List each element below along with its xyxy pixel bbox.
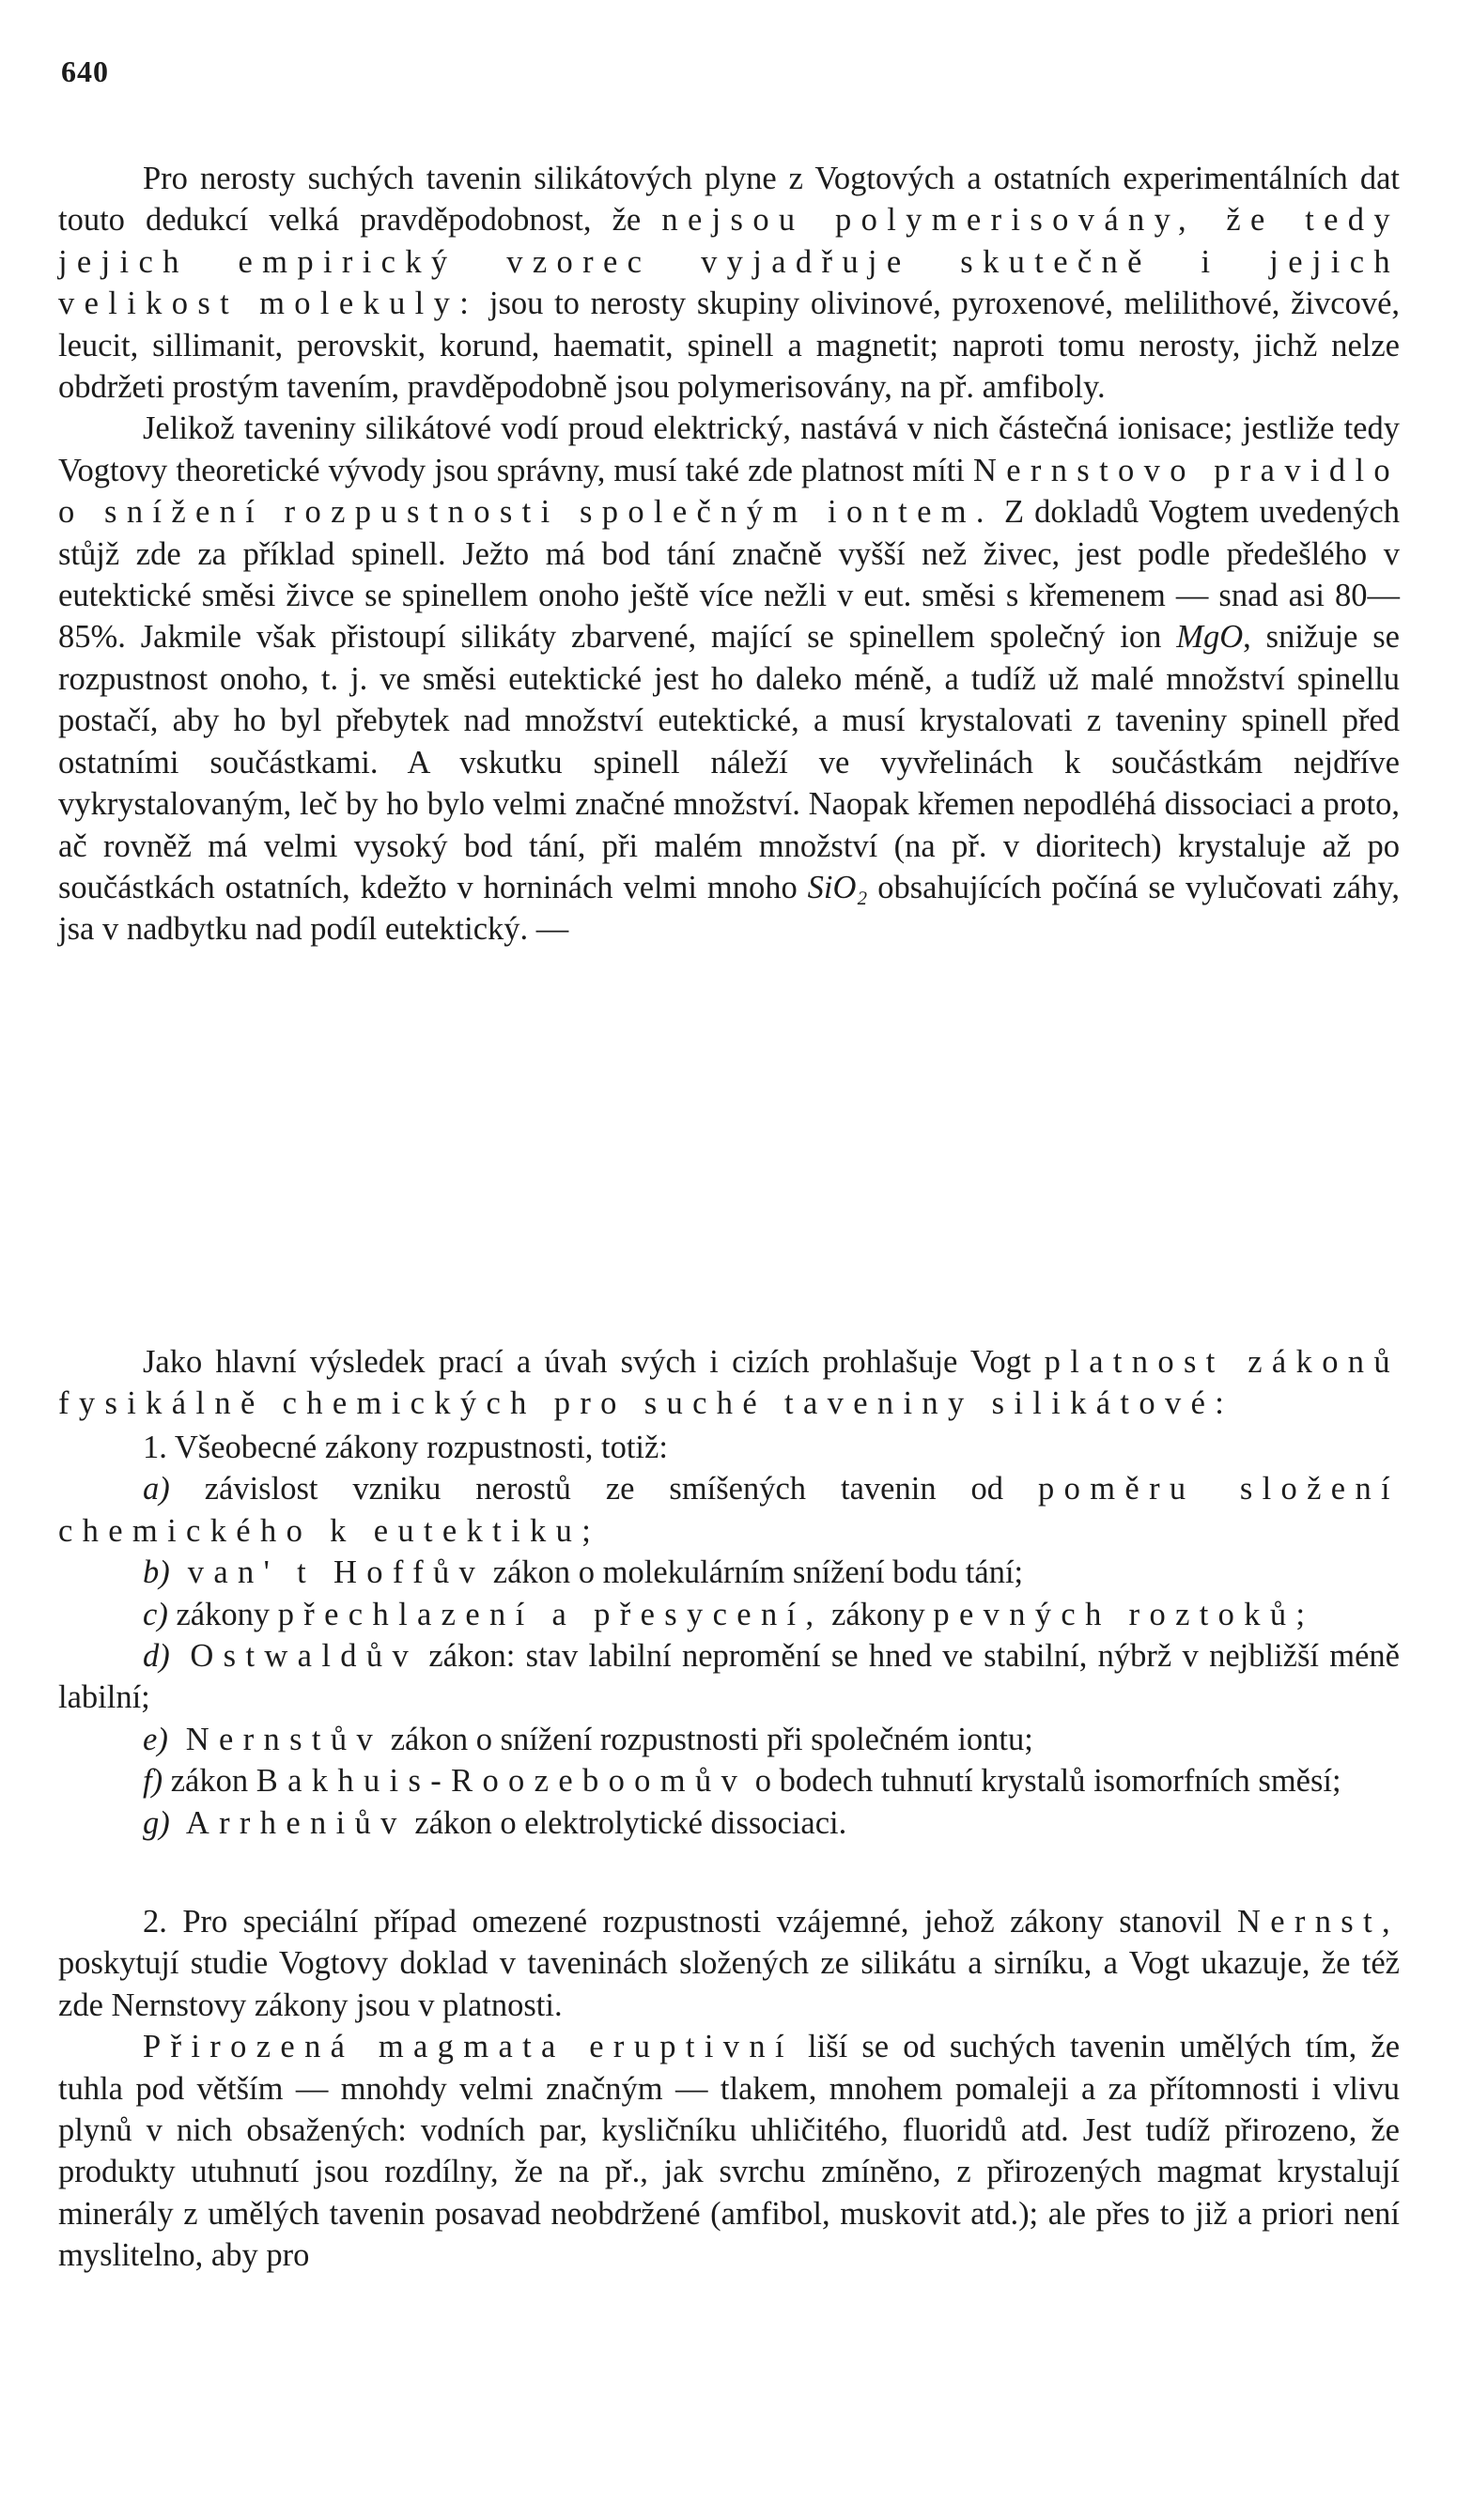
- item-a-text: závislost vzniku nerostů ze smíšených tavenin od: [169, 1471, 1039, 1507]
- list-item-c: [58, 1594, 1400, 1635]
- list-item-b: [58, 1552, 1400, 1593]
- item-g-emphasis: Arrheniův: [169, 1804, 407, 1841]
- body-text-conclusion-intro: [58, 1341, 1400, 1425]
- paragraph-2: [58, 408, 1400, 950]
- laws-list-heading: 1. Všeobecné zákony rozpustnosti, totiž:: [143, 1430, 668, 1465]
- paragraph-3-emphasis: platnost zákonů fysikálně chemických pro suché taveniny silikátové:: [58, 1344, 1400, 1422]
- item-c-emphasis-a: přechlazení a přesycení,: [277, 1596, 824, 1632]
- paragraph-1: [58, 158, 1400, 408]
- item-c-emphasis-b: pevných roztoků;: [933, 1596, 1315, 1632]
- item-g-letter: g): [143, 1804, 170, 1841]
- item-b-emphasis: van' t Hoffův: [169, 1554, 486, 1591]
- item-e-text: zákon o snížení rozpustnosti při společném iontu;: [382, 1721, 1033, 1757]
- item-d-letter: d): [143, 1638, 170, 1675]
- item-g-text: zákon o elektrolytické dissociaci.: [406, 1804, 847, 1841]
- item-f-letter: f): [143, 1763, 163, 1800]
- item-f-text-b: o bodech tuhnutí krystalů isomorfních směsí;: [747, 1763, 1341, 1800]
- item-e-letter: e): [143, 1721, 168, 1757]
- item-d-text: zákon: stav labilní nepromění se hned ve stabilní, nýbrž v nejbližší méně labilní;: [58, 1638, 1400, 1716]
- page-number: 640: [61, 54, 109, 88]
- formula-mgo: MgO: [1176, 619, 1244, 656]
- paragraph-3: [58, 1341, 1400, 1425]
- paragraph-4-text-b: poskytují studie Vogtovy doklad v taveninách složených ze silikátu a sirníku, a Vogt ukazuje, že též zde Nernstovy zákony jsou v platnosti.: [58, 1945, 1400, 2023]
- list-item-a: [58, 1468, 1400, 1552]
- paragraph-1-emphasis: nejsou polymerisovány, že tedy jejich empirický vzorec vyjadřuje skutečně i jejich velikost molekuly:: [58, 202, 1400, 322]
- paragraph-3-text: Jako hlavní výsledek prací a úvah svých i cizích prohlašuje Vogt: [143, 1344, 1045, 1380]
- paragraph-4-emphasis: Nernst,: [1236, 1904, 1400, 1940]
- paragraph-2-text-d: obsahujících počíná se vylučovati záhy, jsa v nadbytku nad podíl eutektický. —: [58, 869, 1400, 948]
- body-text-upper: [58, 158, 1400, 951]
- paragraph-5: [58, 2026, 1400, 2276]
- body-text-lower: [58, 1901, 1400, 2277]
- item-e-emphasis: Nernstův: [167, 1721, 383, 1757]
- paragraph-2-emphasis: Nernstovo pravidlo o snížení rozpustnosti společným iontem.: [58, 452, 1400, 531]
- item-c-text-a: zákony: [167, 1596, 278, 1632]
- paragraph-1-text-a: Pro nerosty suchých tavenin silikátových plyne z Vogtových a ostatních experimentálních dat touto dedukcí velká pravděpodobnost, že: [58, 161, 1400, 239]
- item-d-emphasis: Ostwaldův: [169, 1638, 419, 1675]
- laws-list: [58, 1427, 1400, 1844]
- paragraph-2-text-b: Z dokladů Vogtem uvedených stůjž zde za příklad spinell. Ježto má bod tání značně vyšší než živec, jest podle předešlého v eutektické směsi živce se spinellem onoho ještě více nežli v eut. směsi s křemenem — snad asi 80—85%. Jakmile však přistoupí silikáty zbarvené, mající se spinellem společný ion: [58, 494, 1400, 656]
- paragraph-2-text-a: Jelikož taveniny silikátové vodí proud elektrický, nastává v nich částečná ionisace; jestliže tedy Vogtovy theoretické vývody jsou správny, musí také zde platnost míti: [58, 410, 1400, 488]
- item-a-letter: a): [143, 1471, 170, 1507]
- paragraph-5-text: liší se od suchých tavenin umělých tím, že tuhla pod větším — mnohdy velmi značným — tlakem, mnohem pomaleji a za přítomnosti i vlivu plynů v nich obsažených: vodních par, kysličníku uhličitého, fluoridů atd. Jest tudíž přirozeno, že produkty utuhnutí jsou rozdílny, že na př., jak svrchu zmíněno, z přirozených magmat krystalují minerály z umělých tavenin posavad neobdržené (amfibol, muskovit atd.); ale přes to již a priori není myslitelno, aby pro: [58, 2029, 1401, 2274]
- list-item-d: [58, 1635, 1400, 1719]
- paragraph-1-text-b: jsou to nerosty skupiny olivinové, pyroxenové, melilithové, živcové, leucit, sillimanit, perovskit, korund, haematit, spinell a magnetit; naproti tomu nerosty, jichž nelze obdržeti prostým tavením, pravděpodobně jsou polymerisovány, na př. amfiboly.: [58, 286, 1401, 406]
- item-b-text: zákon o molekulárním snížení bodu tání;: [485, 1554, 1024, 1591]
- paragraph-5-emphasis: Přirozená magmata eruptivní: [143, 2029, 794, 2065]
- paragraph-4: [58, 1901, 1400, 2026]
- list-item-g: [58, 1802, 1400, 1844]
- item-c-text-b: zákony: [823, 1596, 934, 1632]
- item-f-text-a: zákon: [163, 1763, 256, 1800]
- item-f-emphasis: Bakhuis-Roozeboomův: [256, 1763, 748, 1800]
- formula-sio2: SiO₂: [807, 869, 868, 905]
- item-b-letter: b): [143, 1554, 170, 1591]
- list-item-e: [58, 1719, 1400, 1760]
- item-a-emphasis: poměru složení chemického k eutektiku;: [58, 1471, 1400, 1549]
- item-c-letter: c): [143, 1596, 168, 1632]
- list-item-f: [58, 1760, 1400, 1801]
- paragraph-2-text-c: , snižuje se rozpustnost onoho, t. j. ve směsi eutektické jest ho daleko méně, a tudíž už malé množství spinellu postačí, aby ho byl přebytek nad množství eutektické, a musí krystalovati z taveniny spinell před ostatními součástkami. A vskutku spinell náleží ve vyvřelinách k součástkám nejdříve vykrystalovaným, leč by ho bylo velmi značné množství. Naopak křemen nepodléhá dissociaci a proto, ač rovněž má velmi vysoký bod tání, při malém množství (na př. v dioritech) krystaluje až po součástkách ostatních, kdežto v horninách velmi mnoho: [58, 619, 1400, 905]
- paragraph-4-text-a: 2. Pro speciální případ omezené rozpustnosti vzájemné, jehož zákony stanovil: [143, 1904, 1237, 1940]
